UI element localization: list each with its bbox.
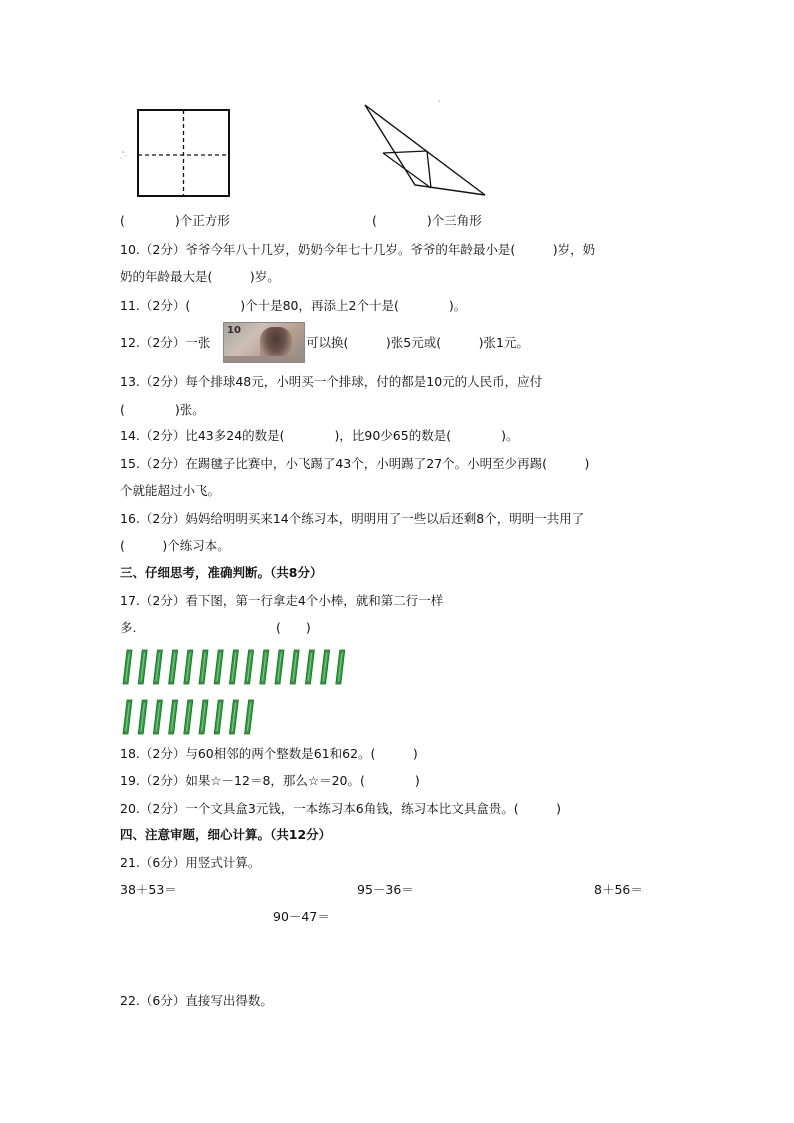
- counting-stick: [123, 700, 132, 734]
- banknote-number: 10: [227, 325, 241, 336]
- counting-stick: [184, 650, 193, 684]
- counting-stick: [214, 650, 223, 684]
- counting-stick: [153, 650, 162, 684]
- q18-line1: 18.（2分）与60相邻的两个整数是61和62。( ): [120, 746, 418, 761]
- counting-stick: [169, 700, 178, 734]
- counting-stick: [260, 650, 269, 684]
- counting-stick: [275, 650, 284, 684]
- q17-line1: 17.（2分）看下图，第一行拿走4个小棒，就和第二行一样: [120, 593, 444, 608]
- q13-line1: 13.（2分）每个排球48元，小明买一个排球，付的都是10元的人民币，应付: [120, 374, 543, 389]
- counting-stick: [138, 700, 147, 734]
- counting-stick: [169, 650, 178, 684]
- q21-expr3: 8＋56＝: [594, 882, 643, 897]
- q21-expr2: 95－36＝: [357, 882, 414, 897]
- counting-stick: [199, 650, 208, 684]
- q12-suffix: 可以换( )张5元或( )张1元。: [306, 335, 529, 350]
- counting-stick: [245, 650, 254, 684]
- q15-line1: 15.（2分）在踢毽子比赛中，小飞踢了43个，小明踢了27个。小明至少再踢( ): [120, 456, 590, 471]
- counting-stick: [290, 650, 299, 684]
- counting-stick: [305, 650, 314, 684]
- q17-line2: 多.: [120, 620, 137, 635]
- q21-expr1: 38＋53＝: [120, 882, 177, 897]
- q10-line1: 10.（2分）爷爷今年八十几岁，奶奶今年七十几岁。爷爷的年龄最小是( )岁，奶: [120, 242, 596, 257]
- q16-line1: 16.（2分）妈妈给明明买来14个练习本，明明用了一些以后还剩8个，明明一共用了: [120, 511, 585, 526]
- q14-line1: 14.（2分）比43多24的数是( )，比90少65的数是( )。: [120, 428, 519, 443]
- counting-stick: [321, 650, 330, 684]
- counting-stick: [184, 700, 193, 734]
- counting-stick: [138, 650, 147, 684]
- counting-stick: [123, 650, 132, 684]
- counting-stick: [153, 700, 162, 734]
- counting-stick: [199, 700, 208, 734]
- triangle-figure: [355, 95, 495, 205]
- q16-line2: ( )个练习本。: [120, 538, 230, 553]
- q11-line1: 11.（2分）( )个十是80，再添上2个十是( )。: [120, 298, 467, 313]
- q12-prefix: 12.（2分）一张: [120, 335, 211, 350]
- q17-paren: ( ): [276, 620, 311, 635]
- stick-row-2: [118, 698, 358, 736]
- section3-title: 三、仔细思考，准确判断。（共8分）: [120, 565, 323, 580]
- counting-stick: [229, 700, 238, 734]
- q21-expr4: 90－47＝: [273, 909, 330, 924]
- square-figure: [115, 100, 265, 205]
- q10-line2: 奶的年龄最大是( )岁。: [120, 269, 280, 284]
- section4-title: 四、注意审题，细心计算。（共12分）: [120, 827, 332, 842]
- q20-line1: 20.（2分）一个文具盒3元钱，一本练习本6角钱，练习本比文具盒贵。( ): [120, 801, 561, 816]
- triangle-caption: ( )个三角形: [372, 213, 482, 228]
- counting-stick: [214, 700, 223, 734]
- square-caption: ( )个正方形: [120, 213, 230, 228]
- counting-stick: [336, 650, 345, 684]
- q22-line1: 22.（6分）直接写出得数。: [120, 993, 273, 1008]
- q15-line2: 个就能超过小飞。: [120, 483, 221, 498]
- stick-row-1: [118, 648, 358, 686]
- counting-stick: [245, 700, 254, 734]
- counting-stick: [229, 650, 238, 684]
- q19-line1: 19.（2分）如果☆－12＝8，那么☆＝20。( ): [120, 773, 420, 788]
- q21-line1: 21.（6分）用竖式计算。: [120, 855, 261, 870]
- q13-line2: ( )张。: [120, 402, 205, 417]
- ten-yuan-banknote-image: [223, 322, 305, 363]
